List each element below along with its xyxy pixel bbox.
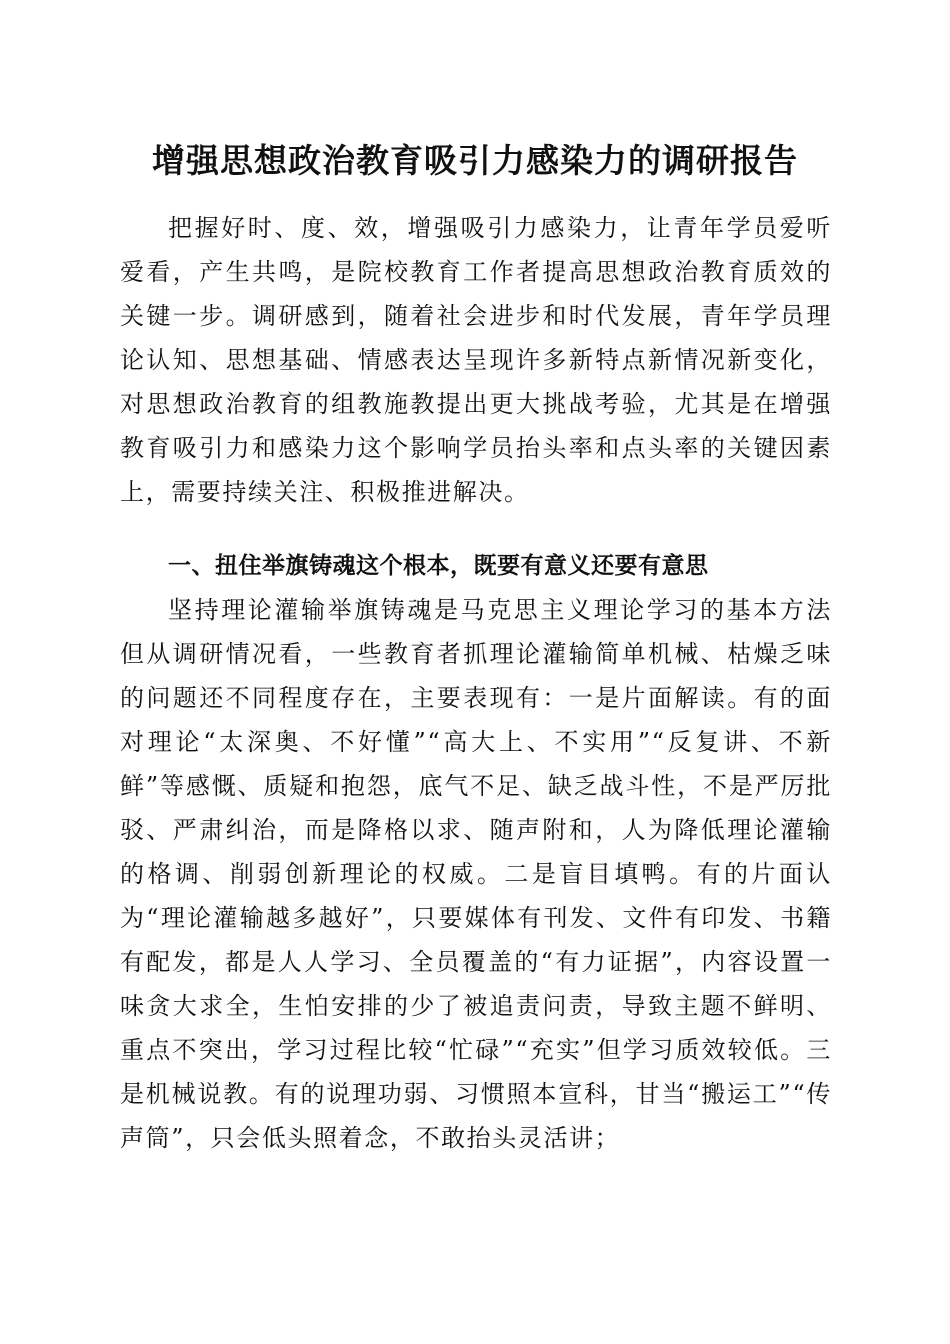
section-heading-1: 一、扭住举旗铸魂这个根本，既要有意义还要有意思: [168, 553, 709, 579]
document-title: 增强思想政治教育吸引力感染力的调研报告: [152, 141, 798, 180]
section-1-paragraph: 坚持理论灌输举旗铸魂是马克思主义理论学习的基本方法但从调研情况看，一些教育者抓理论灌输简单机械、枯燥乏味的问题还不同程度存在，主要表现有：一是片面解读。有的面对理论“太深奥、不好懂”“高大上、不实用”“反复讲、不新鲜”等感慨、质疑和抱怨，底气不足、缺乏战斗性，不是严厉批驳、严肃纠治，而是降格以求、随声附和，人为降低理论灌输的格调、削弱创新理论的权威。二是盲目填鸭。有的片面认为“理论灌输越多越好”，只要媒体有刊发、文件有印发、书籍有配发，都是人人学习、全员覆盖的“有力证据”，内容设置一味贪大求全，生怕安排的少了被追责问责，导致主题不鲜明、重点不突出，学习过程比较“忙碌”“充实”但学习质效较低。三是机械说教。有的说理功弱、习惯照本宣科，甘当“搬运工”“传声筒”，只会低头照着念，不敢抬头灵活讲；: [120, 596, 832, 1152]
intro-paragraph: 把握好时、度、效，增强吸引力感染力，让青年学员爱听爱看，产生共鸣，是院校教育工作者提高思想政治教育质效的关键一步。调研感到，随着社会进步和时代发展，青年学员理论认知、思想基础、情感表达呈现许多新特点新情况新变化，对思想政治教育的组教施教提出更大挑战考验，尤其是在增强教育吸引力和感染力这个影响学员抬头率和点头率的关键因素上，需要持续关注、积极推进解决。: [120, 214, 832, 506]
